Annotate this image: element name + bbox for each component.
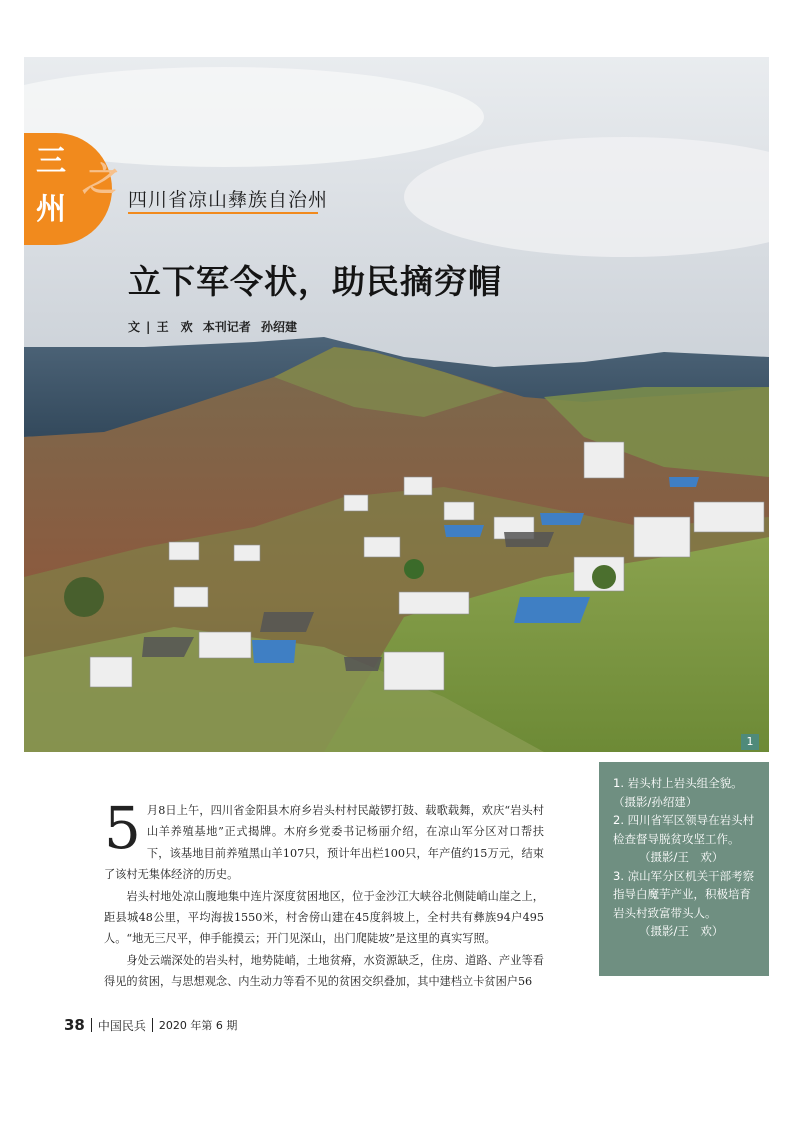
hero-photo — [24, 57, 769, 752]
byline-author2: 孙绍建 — [261, 320, 298, 334]
village-landscape-image — [24, 57, 769, 752]
page-number: 38 — [64, 1016, 85, 1034]
column-badge-char1: 三 — [36, 144, 66, 179]
column-badge — [24, 133, 116, 245]
article-paragraph: 身处云端深处的岩头村，地势陡峭，土地贫瘠，水资源缺乏，住房、道路、产业等看得见的贫困，与思想观念、内生动力等看不见的贫困交织叠加，其中建档立卡贫困户56 — [104, 953, 544, 989]
byline-role: 本刊记者 — [202, 320, 251, 334]
caption-line: 3. 凉山军分区机关干部考察指导白魔芋产业，积极培育岩头村致富带头人。 — [613, 868, 755, 920]
article-headline: 立下军令状，助民摘穷帽 — [128, 262, 502, 301]
article-body — [104, 794, 544, 993]
byline-prefix: 文 — [128, 320, 141, 334]
region-title: 四川省凉山彝族自治州 — [128, 189, 329, 211]
article-paragraph: 岩头村地处凉山腹地集中连片深度贫困地区，位于金沙江大峡谷北侧陡峭山崖之上，距县城48公里，平均海拔1550米，村舍傍山建在45度斜坡上，全村共有彝族94户495人。“地无三尺平，伸手能摸云；开门见深山，出门爬陡坡”是这里的真实写照。 — [104, 889, 544, 946]
caption-credit: （摄影/王 欢） — [639, 924, 724, 938]
magazine-name: 中国民兵 — [97, 1018, 146, 1033]
caption-credit: （摄影/王 欢） — [639, 850, 724, 864]
footer-divider — [152, 1018, 153, 1032]
article-paragraph — [104, 794, 544, 886]
column-badge-char2: 之 — [82, 160, 116, 200]
drop-cap: 5 — [104, 794, 141, 862]
byline: 文 | 王 欢 本刊记者 孙绍建 — [128, 320, 298, 334]
article-paragraph-text: 月8日上午，四川省金阳县木府乡岩头村村民敲锣打鼓、载歌载舞，欢庆“岩头村山羊养殖基地”正式揭牌。木府乡党委书记杨丽介绍，在凉山军分区对口帮扶下，该基地目前养殖黑山羊107只，预计年出栏100只，年产值约15万元，结束了该村无集体经济的历史。 — [104, 804, 544, 882]
caption-line: 2. 四川省军区领导在岩头村检查督导脱贫攻坚工作。 — [613, 813, 755, 846]
caption-line: 1. 岩头村上岩头组全貌。（摄影/孙绍建） — [613, 776, 743, 809]
byline-author1: 王 欢 — [156, 320, 193, 334]
footer-divider — [91, 1018, 92, 1032]
issue-label: 2020 年第 6 期 — [158, 1019, 238, 1032]
column-badge-char3: 州 — [36, 192, 66, 227]
page-footer — [64, 1016, 237, 1034]
photo-caption-box — [599, 762, 769, 976]
region-underline — [128, 212, 318, 214]
photo-number-badge: 1 — [741, 734, 759, 750]
